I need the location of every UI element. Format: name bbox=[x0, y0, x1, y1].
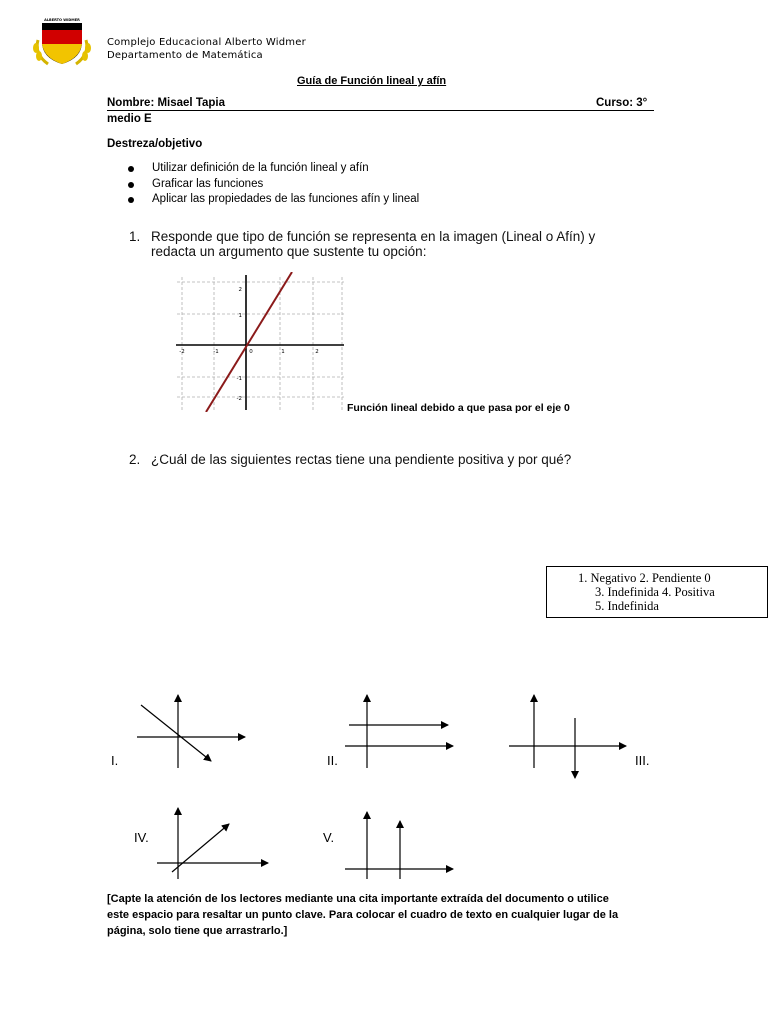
x-tick-label: 0 bbox=[249, 349, 253, 355]
student-name: Nombre: Misael Tapia bbox=[107, 97, 226, 109]
question-1-answer: Función lineal debido a que pasa por el eje 0 bbox=[347, 402, 570, 414]
question-line: ¿Cuál de las siguientes rectas tiene una pendiente positiva y por qué? bbox=[151, 452, 572, 467]
objective-list bbox=[152, 162, 552, 210]
bullet-icon bbox=[128, 197, 134, 203]
question-1 bbox=[129, 229, 689, 261]
figure-label-i: I. bbox=[111, 753, 119, 768]
question-number: 1. bbox=[129, 229, 141, 244]
answer-line: 3. Indefinida 4. Positiva bbox=[595, 585, 715, 599]
y-tick-label: -2 bbox=[236, 396, 242, 402]
document-title: Guía de Función lineal y afín bbox=[297, 75, 447, 87]
figure-label-iii: III. bbox=[635, 753, 650, 768]
x-tick-label: -1 bbox=[213, 349, 219, 355]
x-tick-label: -2 bbox=[179, 349, 185, 355]
figure-label-v: V. bbox=[323, 830, 335, 845]
x-tick-label: 1 bbox=[281, 349, 285, 355]
y-tick-label: -1 bbox=[236, 376, 242, 382]
department-name: Departamento de Matemática bbox=[107, 50, 263, 61]
objective-heading: Destreza/objetivo bbox=[107, 138, 203, 150]
list-item: Utilizar definición de la función lineal y afín bbox=[152, 162, 369, 174]
quote-line: este espacio para resaltar un punto clave. Para colocar el cuadro de texto en cualquier lugar de la bbox=[107, 909, 619, 921]
answer-box bbox=[546, 566, 768, 618]
figure-label-iv: IV. bbox=[134, 830, 149, 845]
course-continuation: medio E bbox=[107, 113, 152, 125]
line-i bbox=[141, 705, 211, 761]
answer-line: 1. Negativo 2. Pendiente 0 bbox=[578, 571, 711, 585]
school-name: Complejo Educacional Alberto Widmer bbox=[107, 37, 306, 48]
y-tick-label: 1 bbox=[238, 313, 242, 319]
question-2 bbox=[129, 452, 689, 468]
list-item: Graficar las funciones bbox=[152, 178, 263, 190]
quote-line: página, solo tiene que arrastrarlo.] bbox=[107, 925, 288, 937]
answer-line: 5. Indefinida bbox=[595, 599, 659, 613]
quote-line: [Capte la atención de los lectores mediante una cita importante extraída del documento o utilice bbox=[107, 893, 609, 905]
function-line bbox=[206, 272, 292, 412]
bullet-icon bbox=[128, 166, 134, 172]
x-tick-label: 2 bbox=[315, 349, 319, 355]
line-iv bbox=[172, 824, 229, 872]
linear-function-graph bbox=[172, 272, 347, 412]
name-underline bbox=[107, 110, 654, 111]
logo-text: ALBERTO WIDMER bbox=[44, 18, 80, 22]
school-logo bbox=[30, 12, 94, 68]
question-line: redacta un argumento que sustente tu opción: bbox=[151, 244, 427, 259]
bullet-icon bbox=[128, 182, 134, 188]
lines-diagram bbox=[0, 680, 768, 880]
question-line: Responde que tipo de función se representa en la imagen (Lineal o Afín) y bbox=[151, 229, 596, 244]
course-label: Curso: 3° bbox=[596, 97, 648, 109]
question-number: 2. bbox=[129, 452, 141, 467]
figure-label-ii: II. bbox=[327, 753, 338, 768]
pull-quote bbox=[107, 891, 667, 941]
list-item: Aplicar las propiedades de las funciones afín y lineal bbox=[152, 193, 419, 205]
y-tick-label: 2 bbox=[238, 287, 242, 293]
